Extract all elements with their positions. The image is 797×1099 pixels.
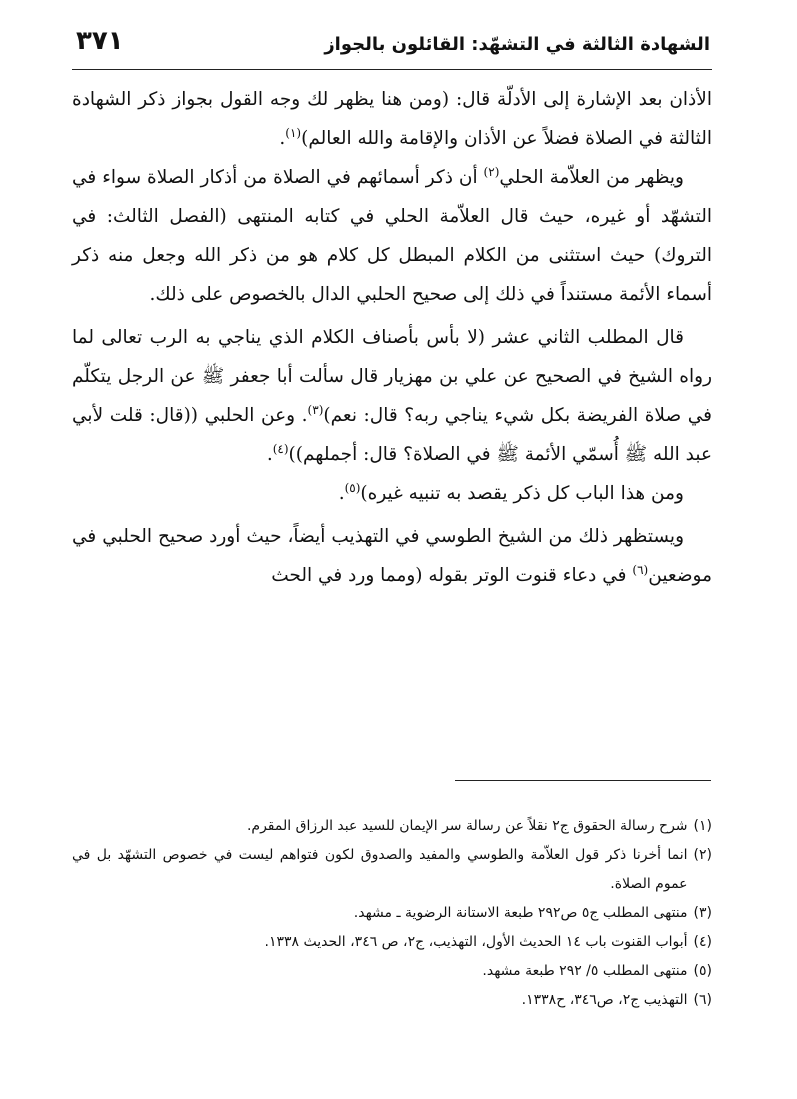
footnote-item	[72, 812, 712, 841]
footnote-text: شرح رسالة الحقوق ج٢ نقلاً عن رسالة سر الإيمان للسيد عبد الرزاق المقرم.	[246, 818, 688, 834]
footnote-item	[72, 899, 712, 928]
footnote-text: أبواب القنوت باب ١٤ الحديث الأول، التهذيب، ج٢، ص ٣٤٦، الحديث ١٣٣٨.	[264, 934, 688, 950]
paragraph-text: قال المطلب الثاني عشر (لا بأس بأصناف الكلام الذي يناجي به الرب تعالى لما رواه الشيخ في الصحيح عن علي بن مهزيار قال سألت أبا جعفر ﷺ عن الرجل يتكلّم في صلاة الفريضة بكل شيء يناجي ربه؟ قال: نعم)	[72, 327, 712, 426]
footnote-ref[interactable]: (٤)	[272, 441, 289, 456]
footnotes	[72, 812, 712, 1015]
footnote-ref[interactable]: (٥)	[344, 480, 361, 495]
paragraph	[72, 517, 712, 595]
main-text	[72, 80, 712, 595]
paragraph	[72, 158, 712, 314]
footnote-number: (٢)	[693, 847, 712, 863]
paragraph-text: أن ذكر أسمائهم في الصلاة من أذكار الصلاة سواء في التشهّد أو غيره، حيث قال العلاّمة الحلي في كتابه المنتهى (الفصل الثالث: في التروك) حيث استثنى من الكلام المبطل كل كلام هو من ذكر الله وجعل منه ذكر أسماء الأئمة مستنداً في ذلك إلى صحيح الحلبي الدال بالخصوص على ذلك.	[72, 167, 712, 305]
footnote-ref[interactable]: (١)	[285, 125, 302, 140]
paragraph-end: .	[266, 444, 273, 465]
header-rule	[72, 69, 712, 70]
paragraph	[72, 80, 712, 158]
footnote-text: التهذيب ج٢، ص٣٤٦، ح١٣٣٨.	[521, 992, 688, 1008]
page-number: ٣٧١	[76, 26, 124, 56]
paragraph-text: ويظهر من العلاّمة الحلي	[499, 167, 684, 188]
footnote-item	[72, 986, 712, 1015]
paragraph	[72, 318, 712, 474]
footnote-item	[72, 957, 712, 986]
footnote-number: (٣)	[693, 905, 712, 921]
paragraph-text: ويستظهر ذلك من الشيخ الطوسي في التهذيب أيضاً، حيث أورد صحيح الحلبي في موضعين	[72, 526, 712, 586]
footnote-separator	[455, 780, 711, 781]
footnote-text: منتهى المطلب ج٥ ص٢٩٢ طبعة الاستانة الرضوية ـ مشهد.	[353, 905, 688, 921]
running-header	[72, 26, 712, 70]
footnote-ref[interactable]: (٣)	[307, 402, 324, 417]
paragraph-end: .	[338, 483, 345, 504]
footnote-item	[72, 841, 712, 899]
footnote-item	[72, 928, 712, 957]
footnote-ref[interactable]: (٦)	[632, 562, 649, 577]
footnote-number: (٥)	[693, 963, 712, 979]
running-title: الشهادة الثالثة في التشهّد: القائلون بالجواز	[324, 34, 710, 55]
paragraph-text: . وعن الحلبي ((قال: قلت لأبي عبد الله ﷺ أُسمّي الأئمة ﷺ في الصلاة؟ قال: أجملهم))	[72, 405, 712, 465]
footnote-ref[interactable]: (٢)	[483, 164, 500, 179]
footnote-number: (١)	[693, 818, 712, 834]
footnote-text: منتهى المطلب ٥/ ٢٩٢ طبعة مشهد.	[482, 963, 688, 979]
paragraph-end: .	[279, 128, 286, 149]
footnote-number: (٤)	[693, 934, 712, 950]
paragraph-text: الأذان بعد الإشارة إلى الأدلّة قال: (ومن هنا يظهر لك وجه القول بجواز ذكر الشهادة الثالثة في الصلاة فضلاً عن الأذان والإقامة والله العالم)	[72, 89, 712, 149]
footnote-text: انما أخرنا ذكر قول العلاّمة والطوسي والمفيد والصدوق لكون فتواهم ليست في خصوص التشهّد بل في عموم الصلاة.	[72, 847, 688, 892]
footnote-number: (٦)	[693, 992, 712, 1008]
paragraph	[72, 474, 712, 513]
paragraph-text: في دعاء قنوت الوتر بقوله (ومما ورد في الحث	[271, 565, 633, 586]
paragraph-text: ومن هذا الباب كل ذكر يقصد به تنبيه غيره)	[360, 483, 684, 504]
